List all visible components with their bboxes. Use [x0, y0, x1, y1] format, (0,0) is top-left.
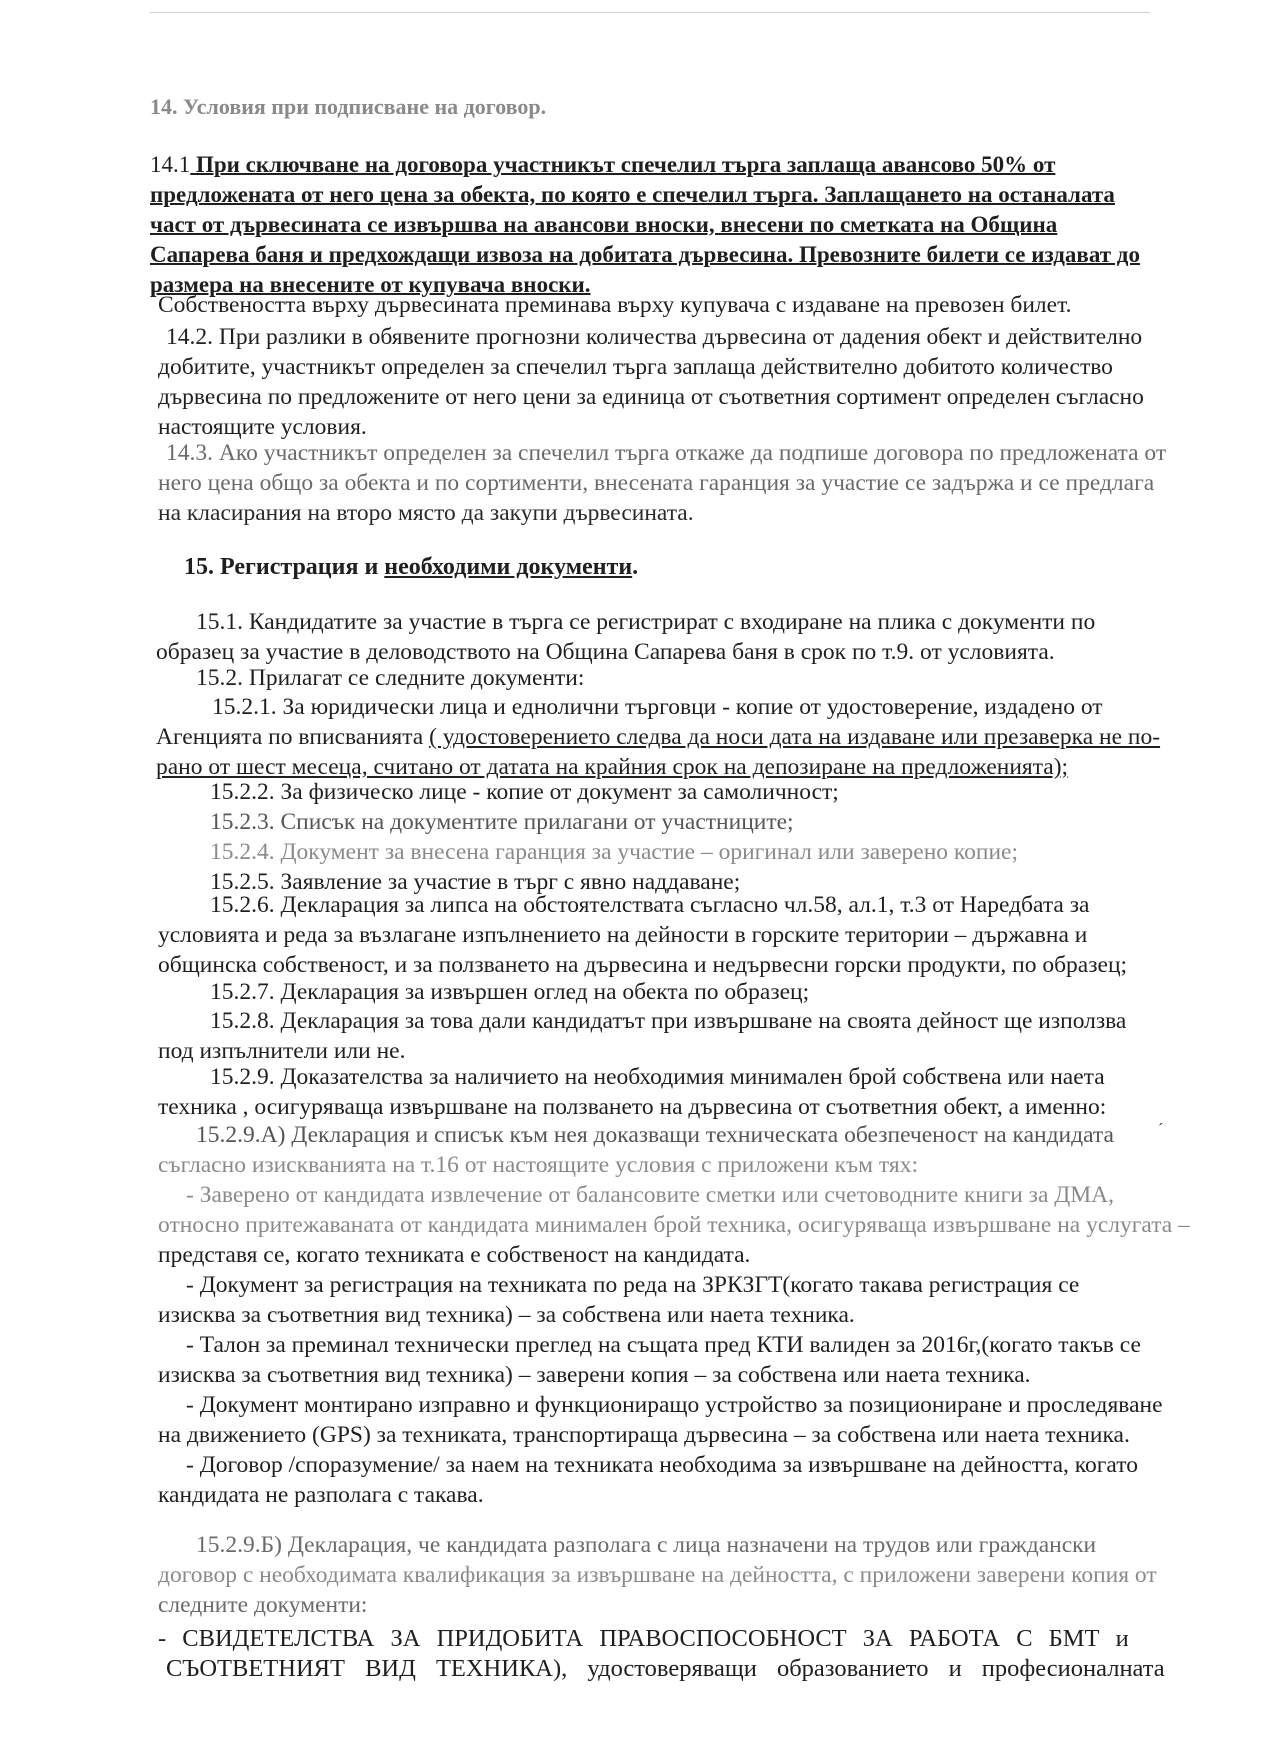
list-item-line: относно притежаваната от кандидата минимален брой техника, осигуряваща извършване на услугата – [158, 1212, 1190, 1238]
list-item: 15.2.5. Заявление за участие в търг с явно наддаване; [210, 869, 741, 895]
text-line: него цена общо за обекта и по сортименти, внесената гаранция за участие се задържа и се предлага [158, 470, 1155, 496]
text-line: 15.2.6. Декларация за липса на обстоятелствата съгласно чл.58, ал.1, т.3 от Наредбата за [210, 892, 1090, 918]
text-line: договор с необходимата квалификация за извършване на дейността, с приложени заверени копия от [158, 1562, 1157, 1588]
text-line: Сапарева баня и предхождащи извоза на добитата дървесина. Превозните билети се издават до [150, 242, 1140, 267]
scan-edge-line [150, 12, 1150, 13]
paragraph-15-2-1 [156, 692, 1275, 782]
paragraph-15-2-8 [158, 1006, 1275, 1066]
list-item-line: - Талон за преминал технически преглед на същата пред КТИ валиден за 2016г,(когато такъв се [186, 1332, 1141, 1358]
text-line: рано от шест месеца, считано от датата на крайния срок на депозиране на предложенията); [156, 754, 1069, 780]
text-line: съгласно изискванията на т.16 от настоящите условия с приложени към тях: [158, 1152, 918, 1178]
list-item: 15.2.4. Документ за внесена гаранция за участие – оригинал или заверено копие; [210, 839, 1019, 865]
text-line: условията и реда за възлагане изпълнението на дейности в горските територии – държавна и [158, 922, 1088, 948]
text-line: добитите, участникът определен за спечелил търга заплаща действително добитото количество [158, 354, 1113, 380]
list-item-line: - Документ монтирано изправно и функциониращо устройство за позициониране и проследяване [186, 1392, 1163, 1418]
paragraph-14-1 [150, 150, 1260, 300]
text-line: 15.2.9. Доказателства за наличието на необходимия минимален брой собствена или наета [210, 1064, 1105, 1090]
text-line: 15.1. Кандидатите за участие в търга се регистрират с входиране на плика с документи по [196, 609, 1096, 635]
text-line: настоящите условия. [158, 414, 367, 440]
agency-text: Агенцията по вписванията [156, 724, 430, 750]
text-line: 15.2.8. Декларация за това дали кандидатът при извършване на своята дейност ще използва [210, 1008, 1127, 1034]
text-line: следните документи: [158, 1592, 368, 1618]
text-line: 15.2.1. За юридически лица и еднолични търговци - копие от удостоверение, издадено от [212, 694, 1103, 720]
text-line: предложената от него цена за обекта, по която е спечелил търга. Заплащането на останалата [150, 182, 1115, 207]
text-line: 14.1 При сключване на договора участникът спечелил търга заплаща авансово 50% от [150, 152, 1056, 177]
list-item: 15.2.2. За физическо лице - копие от документ за самоличност; [210, 779, 839, 805]
required-documents-list [158, 1180, 1275, 1510]
text-line: дървесина по предложените от него цени за единица от съответния сортимент определен съгласно [158, 384, 1144, 410]
text-line: 14.3. Ако участникът определен за спечелил търга откаже да подпише договора по предложената от [166, 440, 1167, 466]
underlined-text: ( удостоверението следва да носи дата на издаване или презаверка не по- [429, 724, 1161, 750]
paragraph-15-2: 15.2. Прилагат се следните документи: [196, 665, 585, 691]
section-15-heading [184, 552, 1275, 582]
text-line: техника , осигуряваща извършване на ползването на дървесина от съответния обект, а именно: [158, 1094, 1107, 1120]
paragraph-15-2-9-a [158, 1120, 1275, 1180]
paragraph-15-2-6 [158, 890, 1275, 980]
heading-underlined: необходими документи [384, 554, 633, 580]
list-item-line: - Заверено от кандидата извлечение от балансовите сметки или счетоводните книги за ДМА, [186, 1182, 1115, 1208]
stray-mark: ˊ [1158, 1121, 1164, 1138]
section-14-heading: 14. Условия при подписване на договор. [150, 94, 547, 119]
text-line: 14.2. При разлики в обявените прогнозни количества дървесина от дадения обект и действително [166, 324, 1143, 350]
paragraph-14-2 [158, 322, 1275, 442]
text-line [156, 722, 1275, 752]
underlined-text: При сключване на договора участникът спечелил търга заплаща авансово 50% от [190, 152, 1056, 177]
text-line: - СВИДЕТЕЛСТВА ЗА ПРИДОБИТА ПРАВОСПОСОБНОСТ ЗА РАБОТА С БМТ и [158, 1625, 1129, 1652]
text-line: част от дървесината се извършва на авансови вноски, внесени по сметката на Община [150, 212, 1058, 237]
list-item-line: изисква за съответния вид техника) – заверени копия – за собствена или наета техника. [158, 1362, 1031, 1388]
list-item-line: на движението (GPS) за техниката, транспортираща дървесина – за собствена или наета техника. [158, 1422, 1130, 1448]
text-line: 15.2.9.Б) Декларация, че кандидата разполага с лица назначени на трудов или граждански [196, 1532, 1097, 1558]
document-items-list [210, 777, 1275, 897]
text-line: на класирания на второ място да закупи дървесината. [158, 500, 694, 526]
list-item: 15.2.3. Списък на документите прилагани от участниците; [210, 809, 794, 835]
text-line: образец за участие в деловодството на Община Сапарева баня в срок по т.9. от условията. [156, 639, 1055, 665]
ownership-sentence: Собствеността върху дървесината преминава върху купувача с издаване на превозен билет. [158, 292, 1072, 318]
heading-suffix: . [632, 554, 639, 580]
text-line: размера на внесените от купувача вноски. [150, 272, 591, 297]
heading-prefix: 15. Регистрация и [184, 554, 385, 580]
paragraph-15-1 [156, 607, 1275, 667]
paragraph-15-2-9-b [158, 1530, 1275, 1620]
list-item-line: представя се, когато техниката е собственост на кандидата. [158, 1242, 751, 1268]
text-line: 15.2.9.А) Декларация и списък към нея доказващи техническата обезпеченост на кандидата [196, 1122, 1114, 1148]
list-item-line: кандидата не разполага с такава. [158, 1482, 484, 1508]
list-item-line: изисква за съответния вид техника) – за собствена или наета техника. [158, 1302, 855, 1328]
certificates-paragraph [158, 1624, 1268, 1684]
text-line: общинска собственост, и за ползването на дървесина и недървесни горски продукти, по образец; [158, 952, 1128, 978]
paragraph-15-2-9 [158, 1062, 1275, 1122]
paragraph-14-3 [158, 438, 1275, 528]
text-line: СЪОТВЕТНИЯТ ВИД ТЕХНИКА), удостоверяващи образованието и професионалната [166, 1655, 1165, 1682]
list-item-line: - Договор /споразумение/ за наем на техниката необходима за извършване на дейността, когато [186, 1452, 1138, 1478]
text-line: под изпълнители или не. [158, 1038, 406, 1064]
paragraph-15-2-7: 15.2.7. Декларация за извършен оглед на обекта по образец; [210, 979, 810, 1005]
list-item-line: - Документ за регистрация на техниката по реда на ЗРКЗГТ(когато такава регистрация се [186, 1272, 1080, 1298]
